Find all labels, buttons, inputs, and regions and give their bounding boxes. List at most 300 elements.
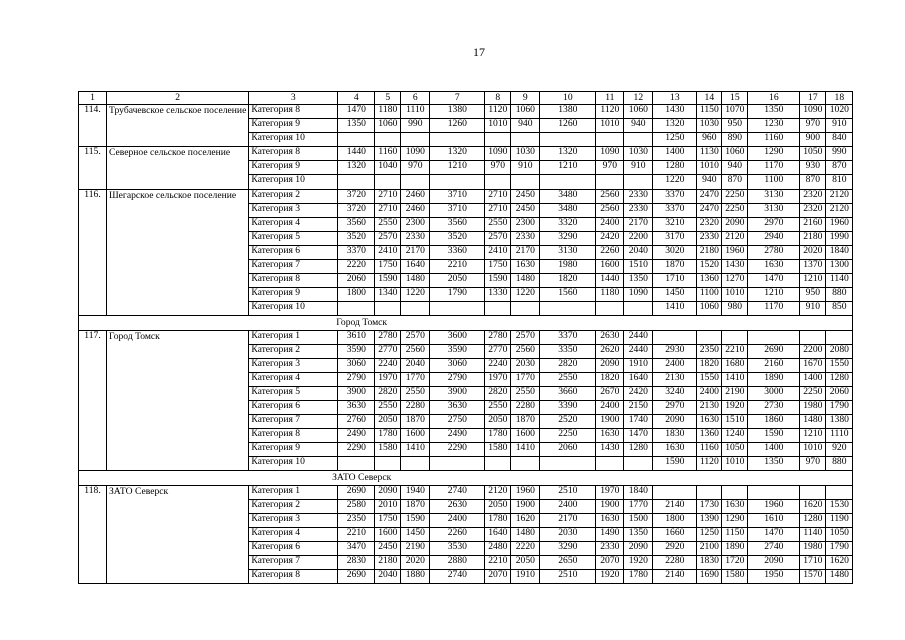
value-cell: 1680 [722,358,748,372]
column-number-cell: 8 [485,92,511,105]
category-label: Категория 7 [249,556,338,570]
value-cell: 1570 [800,570,826,584]
column-number-cell: 15 [722,92,748,105]
value-cell: 1910 [511,570,540,584]
value-cell: 3720 [338,189,375,203]
value-cell: 1780 [485,429,511,443]
value-cell: 910 [624,161,653,175]
value-cell: 2570 [511,330,540,344]
value-cell: 1090 [624,288,653,302]
value-cell: 1400 [748,443,800,457]
value-cell: 2250 [540,429,596,443]
value-cell: 930 [800,161,826,175]
section-header-row [79,316,853,330]
value-cell: 3900 [430,386,485,400]
value-cell: 1480 [401,274,430,288]
value-cell: 2160 [800,217,826,231]
value-cell: 1060 [697,302,722,316]
value-cell: 2770 [375,344,401,358]
value-cell: 1620 [826,556,853,570]
value-cell: 1630 [596,513,624,527]
value-cell [800,330,826,344]
value-cell: 950 [800,288,826,302]
value-cell: 3130 [540,245,596,259]
value-cell: 2170 [401,245,430,259]
value-cell: 3240 [653,386,697,400]
value-cell: 2690 [748,344,800,358]
value-cell: 2330 [596,541,624,555]
category-label: Категория 4 [249,372,338,386]
value-cell: 2550 [540,372,596,386]
value-cell: 1630 [596,429,624,443]
value-cell: 1140 [826,274,853,288]
value-cell: 1970 [485,372,511,386]
value-cell: 1510 [624,260,653,274]
value-cell: 1840 [826,245,853,259]
value-cell: 1240 [722,429,748,443]
value-cell: 2120 [485,485,511,499]
value-cell: 2400 [697,386,722,400]
value-cell: 2220 [338,260,375,274]
value-cell: 1050 [826,527,853,541]
value-cell: 1980 [800,541,826,555]
value-cell: 970 [596,161,624,175]
value-cell: 1960 [826,217,853,231]
value-cell: 950 [722,119,748,133]
value-cell: 2790 [430,372,485,386]
value-cell: 1320 [430,147,485,161]
value-cell: 1470 [748,527,800,541]
value-cell: 1830 [653,429,697,443]
value-cell: 1220 [653,175,697,189]
value-cell: 1060 [624,105,653,119]
value-cell: 1270 [722,274,748,288]
value-cell: 1480 [511,274,540,288]
value-cell: 1580 [722,570,748,584]
value-cell: 2750 [430,415,485,429]
value-cell [430,133,485,147]
value-cell: 2330 [511,231,540,245]
category-label: Категория 1 [249,330,338,344]
category-label: Категория 9 [249,119,338,133]
value-cell: 2510 [540,570,596,584]
value-cell: 2170 [624,217,653,231]
value-cell: 1770 [511,372,540,386]
category-label: Категория 7 [249,415,338,429]
value-cell: 3630 [430,400,485,414]
value-cell: 1370 [800,260,826,274]
value-cell: 1430 [722,260,748,274]
value-cell: 2070 [596,556,624,570]
value-cell [826,330,853,344]
value-cell: 3370 [653,203,697,217]
value-cell: 2030 [540,527,596,541]
settlement-name: Трубачевское сельское поселение [107,105,249,147]
value-cell: 1640 [485,527,511,541]
value-cell: 1220 [401,288,430,302]
value-cell [375,175,401,189]
value-cell: 2160 [748,358,800,372]
value-cell: 1380 [540,105,596,119]
value-cell: 2920 [653,541,697,555]
value-cell: 2820 [540,358,596,372]
value-cell: 2320 [800,189,826,203]
value-cell: 1590 [485,274,511,288]
value-cell: 1710 [800,556,826,570]
value-cell: 2220 [511,541,540,555]
value-cell: 2170 [511,245,540,259]
value-cell: 2010 [375,499,401,513]
category-label: Категория 8 [249,105,338,119]
value-cell: 1900 [596,499,624,513]
value-cell: 1550 [697,372,722,386]
value-cell: 2240 [485,358,511,372]
value-cell [653,485,697,499]
value-cell: 3470 [338,541,375,555]
value-cell [338,133,375,147]
value-cell: 3560 [430,217,485,231]
value-cell: 2280 [401,400,430,414]
value-cell: 1320 [540,147,596,161]
value-cell: 1110 [826,429,853,443]
value-cell: 3290 [540,231,596,245]
value-cell: 1230 [748,119,800,133]
value-cell: 1090 [401,147,430,161]
value-cell [596,133,624,147]
value-cell: 970 [401,161,430,175]
value-cell: 2940 [748,231,800,245]
value-cell: 1260 [540,119,596,133]
row-number: 118. [79,485,107,584]
value-cell: 840 [826,133,853,147]
value-cell: 2260 [430,527,485,541]
value-cell: 2290 [430,443,485,457]
value-cell [338,302,375,316]
value-cell: 990 [826,147,853,161]
value-cell: 3210 [653,217,697,231]
value-cell: 2330 [624,189,653,203]
value-cell: 1500 [624,513,653,527]
value-cell: 2050 [511,556,540,570]
category-label: Категория 8 [249,429,338,443]
value-cell: 2550 [485,217,511,231]
value-cell: 1630 [511,260,540,274]
category-label: Категория 2 [249,499,338,513]
value-cell: 2130 [697,400,722,414]
value-cell: 1870 [401,415,430,429]
value-cell: 2710 [375,203,401,217]
value-cell [430,175,485,189]
value-cell: 1560 [540,288,596,302]
value-cell: 3060 [430,358,485,372]
value-cell: 1160 [375,147,401,161]
column-number-cell: 4 [338,92,375,105]
value-cell: 3530 [430,541,485,555]
value-cell: 2140 [653,570,697,584]
value-cell: 1060 [375,119,401,133]
value-cell: 2440 [624,344,653,358]
value-cell: 1010 [722,288,748,302]
value-cell: 3520 [430,231,485,245]
value-cell: 1280 [800,513,826,527]
value-cell: 2040 [375,570,401,584]
value-cell: 1050 [722,443,748,457]
value-cell: 1900 [596,415,624,429]
value-cell: 1600 [596,260,624,274]
section-title: ЗАТО Северск [79,471,853,485]
value-cell: 810 [826,175,853,189]
value-cell: 1210 [800,274,826,288]
value-cell: 1870 [401,499,430,513]
value-cell: 2330 [697,231,722,245]
value-cell: 2400 [430,513,485,527]
value-cell: 2460 [401,189,430,203]
row-number: 114. [79,105,107,147]
value-cell: 2560 [596,189,624,203]
value-cell: 2710 [485,189,511,203]
value-cell: 1120 [596,105,624,119]
value-cell: 1910 [624,358,653,372]
value-cell: 1340 [375,288,401,302]
column-number-cell: 1 [79,92,107,105]
value-cell: 870 [826,161,853,175]
value-cell: 1300 [826,260,853,274]
value-cell: 2510 [540,485,596,499]
value-cell: 3520 [338,231,375,245]
value-cell [511,133,540,147]
value-cell: 2030 [511,358,540,372]
category-label: Категория 10 [249,175,338,189]
value-cell: 2740 [430,570,485,584]
value-cell: 2740 [748,541,800,555]
value-cell: 2690 [338,485,375,499]
value-cell: 1890 [722,541,748,555]
value-cell: 1970 [596,485,624,499]
value-cell: 1630 [722,499,748,513]
value-cell: 2210 [338,527,375,541]
value-cell: 1550 [826,358,853,372]
value-cell: 2180 [697,245,722,259]
value-cell: 870 [722,175,748,189]
value-cell: 1450 [653,288,697,302]
value-cell: 1870 [653,260,697,274]
category-label: Категория 2 [249,189,338,203]
value-cell: 1210 [540,161,596,175]
value-cell: 2320 [697,217,722,231]
value-cell: 1590 [653,457,697,471]
value-cell: 1600 [375,527,401,541]
column-number-cell: 10 [540,92,596,105]
value-cell: 2450 [375,541,401,555]
category-label: Категория 9 [249,161,338,175]
value-cell: 2410 [375,245,401,259]
value-cell: 1060 [722,147,748,161]
value-cell: 1670 [800,358,826,372]
value-cell: 2250 [722,189,748,203]
value-cell [485,302,511,316]
value-cell: 1100 [697,288,722,302]
value-cell: 1880 [401,570,430,584]
category-label: Категория 5 [249,386,338,400]
value-cell: 3390 [540,400,596,414]
value-cell: 910 [800,302,826,316]
value-cell [697,485,722,499]
value-cell: 1780 [624,570,653,584]
value-cell: 2330 [401,231,430,245]
value-cell: 1580 [485,443,511,457]
value-cell [511,175,540,189]
value-cell [485,457,511,471]
value-cell: 1350 [748,457,800,471]
value-cell: 2090 [722,217,748,231]
value-cell [540,302,596,316]
value-cell: 2670 [596,386,624,400]
value-cell: 2480 [485,541,511,555]
value-cell: 2330 [624,203,653,217]
value-cell: 1720 [722,556,748,570]
value-cell: 1480 [511,527,540,541]
value-cell [540,133,596,147]
value-cell: 1250 [653,133,697,147]
value-cell: 2240 [375,358,401,372]
value-cell: 1730 [697,499,722,513]
value-cell [375,133,401,147]
value-cell: 2050 [485,499,511,513]
value-cell: 1480 [826,570,853,584]
value-cell: 3290 [540,541,596,555]
value-cell: 2200 [624,231,653,245]
value-cell [401,133,430,147]
row-number: 116. [79,189,107,316]
value-cell [540,457,596,471]
value-cell: 1010 [697,161,722,175]
value-cell: 1630 [748,260,800,274]
value-cell: 2040 [401,358,430,372]
category-label: Категория 9 [249,443,338,457]
value-cell [722,485,748,499]
value-cell: 2630 [430,499,485,513]
category-label: Категория 7 [249,260,338,274]
value-cell: 2550 [375,217,401,231]
value-cell: 3370 [653,189,697,203]
value-cell: 1090 [596,147,624,161]
value-cell: 1590 [375,274,401,288]
value-cell: 1750 [375,260,401,274]
value-cell: 3590 [430,344,485,358]
value-cell: 1430 [596,443,624,457]
value-cell: 2280 [511,400,540,414]
value-cell [596,302,624,316]
value-cell: 2060 [826,386,853,400]
value-cell: 1150 [722,527,748,541]
value-cell: 1710 [653,274,697,288]
value-cell: 1640 [624,372,653,386]
value-cell: 2550 [511,386,540,400]
value-cell: 1820 [697,358,722,372]
category-label: Категория 6 [249,541,338,555]
row-number: 115. [79,147,107,189]
value-cell: 2090 [375,485,401,499]
value-cell: 2350 [697,344,722,358]
value-cell: 900 [800,133,826,147]
value-cell: 1600 [401,429,430,443]
section-header-row [79,471,853,485]
value-cell: 2090 [624,541,653,555]
value-cell: 1250 [697,527,722,541]
value-cell: 1470 [624,429,653,443]
value-cell: 970 [800,457,826,471]
value-cell: 2490 [430,429,485,443]
category-label: Категория 3 [249,358,338,372]
value-cell: 3000 [748,386,800,400]
value-cell: 1390 [697,513,722,527]
value-cell [697,330,722,344]
value-cell [430,457,485,471]
value-cell: 2620 [596,344,624,358]
value-cell: 1320 [653,119,697,133]
value-cell: 1970 [375,372,401,386]
value-cell [624,175,653,189]
value-cell [653,330,697,344]
value-cell: 1790 [826,400,853,414]
category-label: Категория 9 [249,288,338,302]
value-cell [401,302,430,316]
value-cell: 1590 [401,513,430,527]
value-cell: 1260 [430,119,485,133]
value-cell: 2190 [401,541,430,555]
value-cell: 2880 [430,556,485,570]
value-cell: 2440 [624,330,653,344]
value-cell: 1960 [722,245,748,259]
value-cell: 2570 [485,231,511,245]
value-cell: 1110 [401,105,430,119]
column-number-row [79,92,853,105]
value-cell: 2050 [375,415,401,429]
category-label: Категория 8 [249,274,338,288]
value-cell: 3630 [338,400,375,414]
value-cell [722,330,748,344]
value-cell: 2040 [624,245,653,259]
value-cell: 2970 [748,217,800,231]
value-cell: 2790 [338,372,375,386]
value-cell: 3170 [653,231,697,245]
value-cell: 2290 [338,443,375,457]
value-cell: 1030 [697,119,722,133]
value-cell: 2490 [338,429,375,443]
value-cell: 2570 [375,231,401,245]
value-cell: 2400 [653,358,697,372]
value-cell: 2100 [697,541,722,555]
value-cell: 1840 [624,485,653,499]
value-cell: 2400 [540,499,596,513]
value-cell: 2760 [338,415,375,429]
value-cell [430,302,485,316]
value-cell [511,457,540,471]
category-label: Категория 3 [249,203,338,217]
value-cell: 2300 [511,217,540,231]
value-cell: 1180 [596,288,624,302]
value-cell: 1520 [697,260,722,274]
value-cell: 2050 [485,415,511,429]
value-cell: 2090 [748,556,800,570]
value-cell: 970 [485,161,511,175]
page-number: 17 [473,45,485,59]
table-row [79,485,853,499]
value-cell: 1210 [430,161,485,175]
value-cell: 1770 [401,372,430,386]
value-cell: 3370 [338,245,375,259]
column-number-cell: 9 [511,92,540,105]
